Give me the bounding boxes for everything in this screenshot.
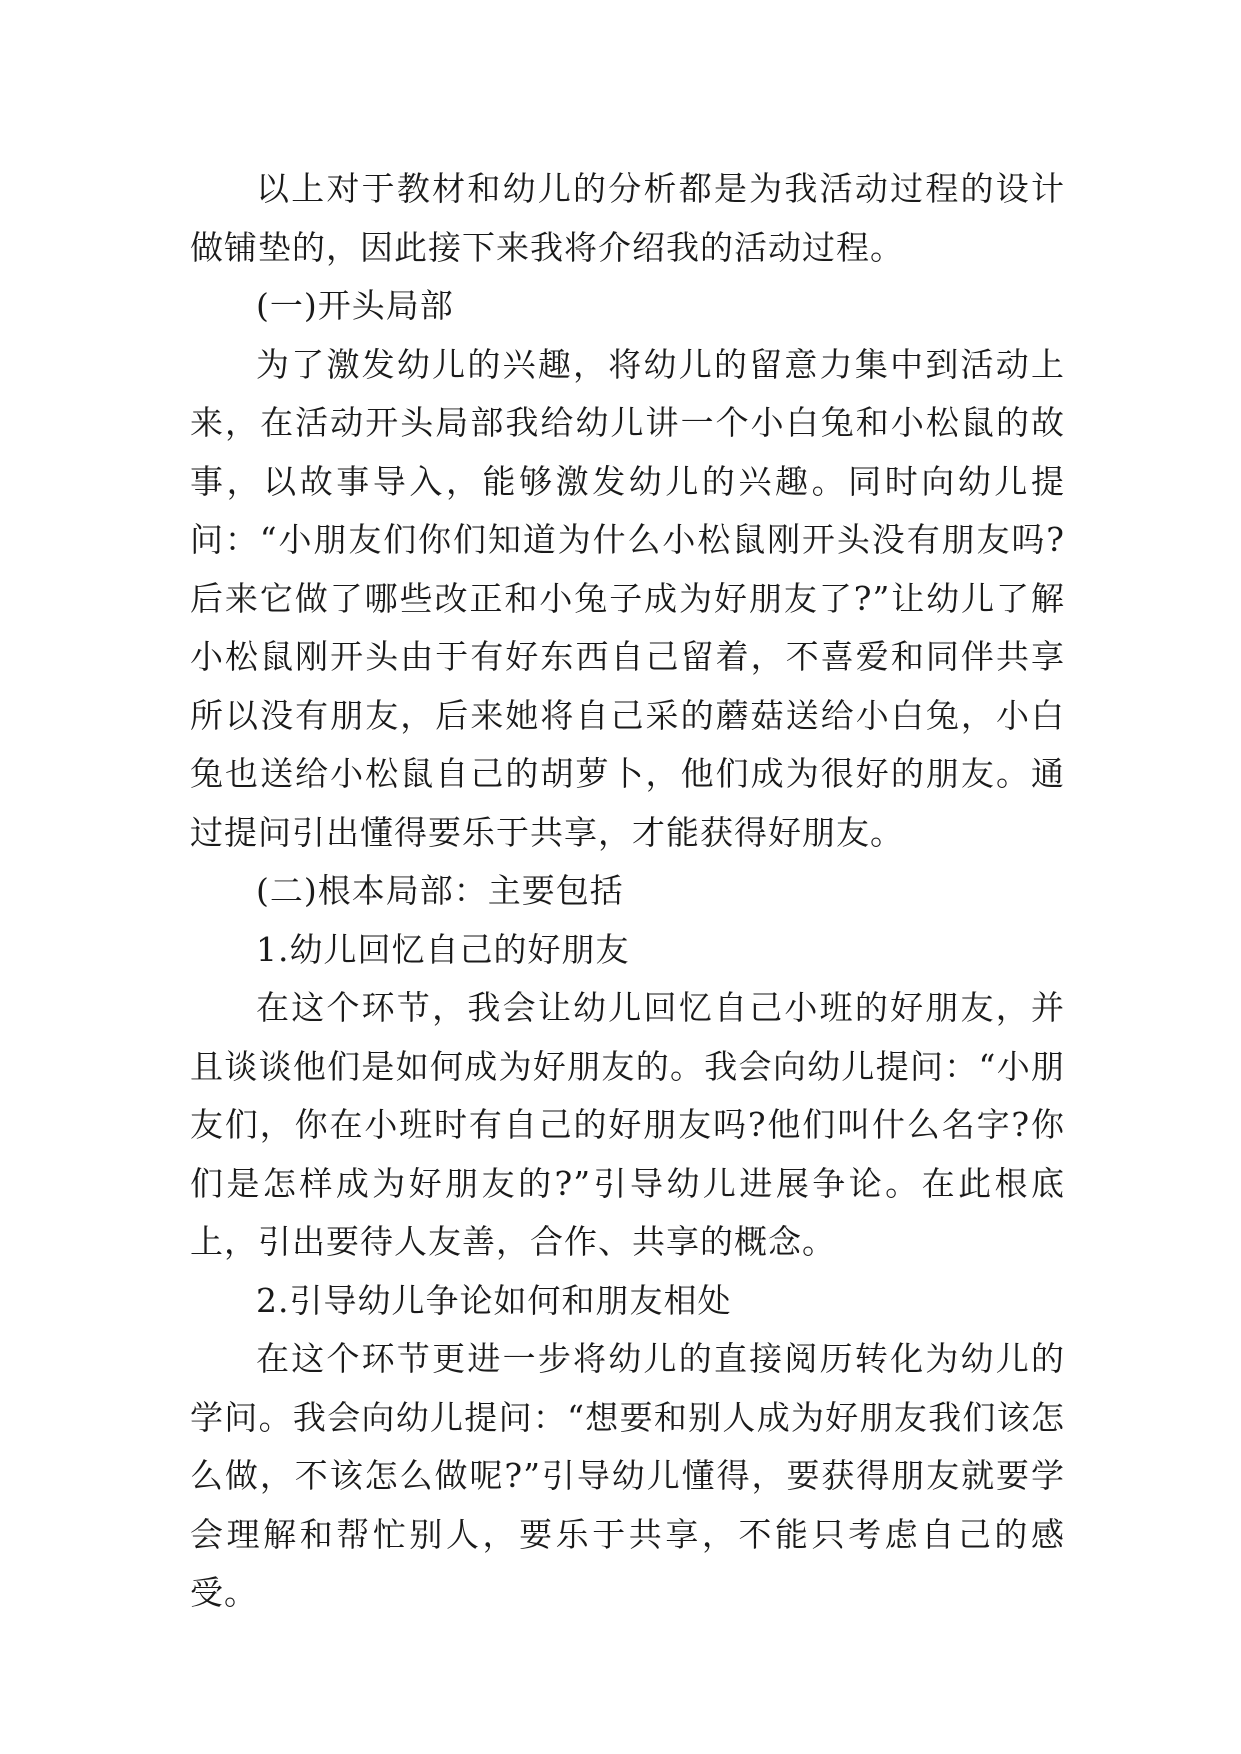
paragraph-discuss-getting-along: 在这个环节更进一步将幼儿的直接阅历转化为幼儿的学问。我会向幼儿提问：“想要和别人成为好朋友我们该怎么做，不该怎么做呢?”引导幼儿懂得，要获得朋友就要学会理解和帮忙别人，要乐于共享，不能只考虑自己的感受。 <box>190 1339 1065 1612</box>
document-body <box>190 160 1065 1623</box>
paragraph-recall-friends: 在这个环节，我会让幼儿回忆自己小班的好朋友，并且谈谈他们是如何成为好朋友的。我会向幼儿提问：“小朋友们，你在小班时有自己的好朋友吗?他们叫什么名字?你们是怎样成为好朋友的?”引导幼儿进展争论。在此根底上，引出要待人友善，合作、共享的概念。 <box>190 988 1065 1261</box>
paragraph-intro: 以上对于教材和幼儿的分析都是为我活动过程的设计做铺垫的，因此接下来我将介绍我的活动过程。 <box>190 169 1065 267</box>
subheading-discuss-getting-along: 2.引导幼儿争论如何和朋友相处 <box>256 1280 732 1320</box>
paragraph-opening-part: 为了激发幼儿的兴趣，将幼儿的留意力集中到活动上来，在活动开头局部我给幼儿讲一个小白兔和小松鼠的故事，以故事导入，能够激发幼儿的兴趣。同时向幼儿提问：“小朋友们你们知道为什么小松鼠刚开头没有朋友吗?后来它做了哪些改正和小兔子成为好朋友了?”让幼儿了解小松鼠刚开头由于有好东西自己留着，不喜爱和同伴共享所以没有朋友，后来她将自己采的蘑菇送给小白兔，小白兔也送给小松鼠自己的胡萝卜，他们成为很好的朋友。通过提问引出懂得要乐于共享，才能获得好朋友。 <box>190 344 1065 852</box>
section-heading-basic: (二)根本局部：主要包括 <box>256 871 624 910</box>
section-heading-opening: (一)开头局部 <box>256 286 454 325</box>
subheading-recall-friends: 1.幼儿回忆自己的好朋友 <box>256 929 630 969</box>
